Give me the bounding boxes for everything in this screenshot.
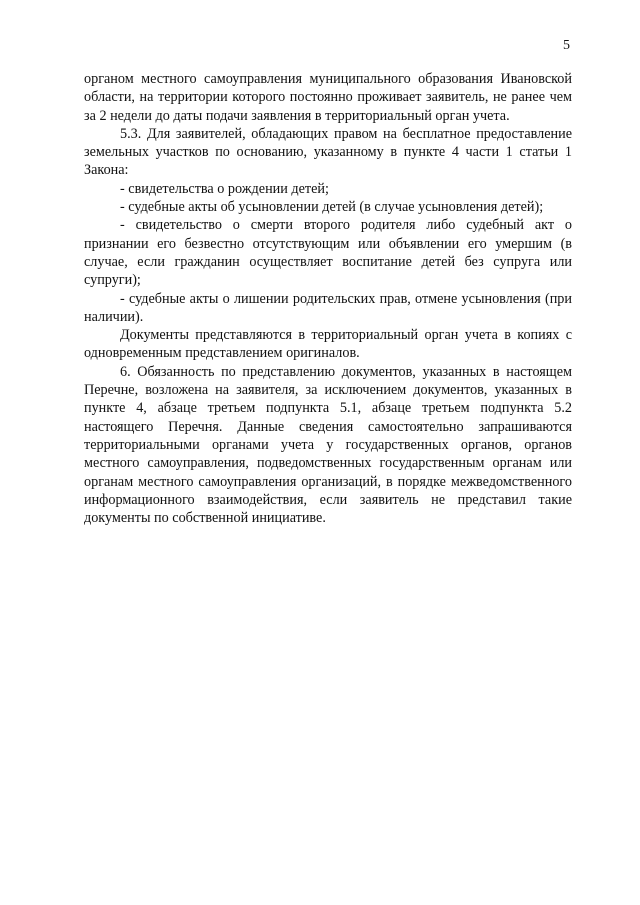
paragraph-continuation: органом местного самоуправления муниципального образования Ивановской области, на территории которого постоянно проживает заявитель, не ранее чем за 2 недели до даты подачи заявления в территориальный орган учета.	[84, 71, 572, 124]
paragraph-5-3-heading: 5.3. Для заявителей, обладающих правом на бесплатное предоставление земельных участков по основанию, указанному в пункте 4 части 1 статьи 1 Закона:	[84, 125, 572, 179]
document-body	[84, 70, 572, 527]
list-item-deprivation-acts: - судебные акты о лишении родительских прав, отмене усыновления (при наличии).	[84, 290, 572, 325]
page-number: 5	[563, 38, 570, 53]
paragraph-documents-copies: Документы представляются в территориальный орган учета в копиях с одновременным представлением оригиналов.	[84, 327, 572, 362]
list-item-adoption-acts: - судебные акты об усыновлении детей (в случае усыновления детей);	[120, 199, 544, 216]
list-item-birth-certificates: - свидетельства о рождении детей;	[120, 180, 329, 197]
paragraph-6-obligation: 6. Обязанность по представлению документов, указанных в настоящем Перечне, возложена на заявителя, за исключением документов, указанных в пункте 4, абзаце третьем подпункта 5.1, абзаце третьем подпункта 5.2 настоящего Перечня. Данные сведения самостоятельно запрашиваются территориальными органами учета у государственных органов, органов местного самоуправления, подведомственных государственным органам или органам местного самоуправления организаций, в порядке межведомственного информационного взаимодействия, если заявитель не представил такие документы по собственной инициативе.	[84, 363, 572, 527]
list-item-death-certificate: - свидетельство о смерти второго родителя либо судебный акт о признании его безвестно отсутствующим или объявлении его умершим (в случае, если гражданин осуществляет воспитание детей без супруга или супруги);	[84, 217, 572, 289]
